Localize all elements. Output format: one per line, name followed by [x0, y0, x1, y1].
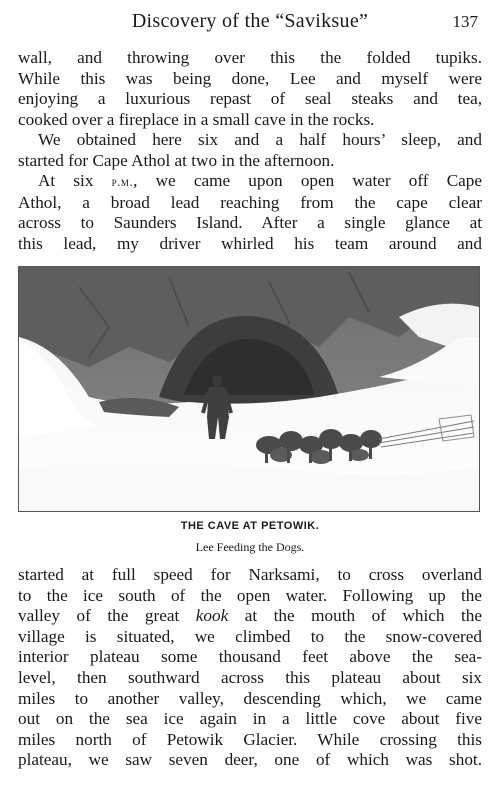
text-line: started at full speed for Narksami, to cross overland — [18, 565, 482, 584]
text-fragment: valley of the great — [18, 606, 196, 626]
text-line: this lead, my driver whirled his team around and — [18, 233, 482, 253]
text-line: Athol, a broad lead reaching from the cape clear — [18, 192, 482, 212]
page-number: 137 — [452, 12, 478, 31]
text-line — [18, 171, 482, 193]
italic-word: kook — [195, 606, 229, 626]
paragraph-narksami — [18, 565, 482, 771]
text-line: to the ice south of the open water. Following up the — [18, 585, 482, 605]
cave-photograph — [18, 266, 480, 512]
text-line: We obtained here six and a half hours’ sleep, and — [38, 130, 482, 149]
text-line: interior plateau some thousand feet above the sea- — [18, 647, 482, 667]
page-header — [18, 6, 482, 36]
text-line — [18, 606, 482, 627]
text-line: village is situated, we climbed to the snow-covered — [18, 626, 482, 646]
text-line: cooked over a fireplace in a small cave in the rocks. — [18, 109, 375, 129]
text-line: started for Cape Athol at two in the afternoon. — [18, 150, 335, 170]
running-title: Discovery of the “Saviksue” — [131, 10, 369, 32]
text-line: level, then southward across this plateau about six — [18, 667, 482, 687]
text-line: enjoying a luxurious repast of seal steaks and tea, — [18, 89, 482, 109]
paragraph-open-water — [18, 171, 482, 254]
time-abbreviation: p.m. — [111, 174, 134, 189]
text-line: miles to another valley, descending which, we came — [18, 688, 482, 708]
text-fragment: , we came upon open water off Cape — [133, 171, 483, 190]
paragraph-sleep — [18, 130, 482, 171]
text-line: out on the sea ice again in a little cove about five — [18, 709, 482, 729]
text-line: miles north of Petowik Glacier. While crossing this — [18, 729, 482, 749]
text-fragment: At six — [38, 171, 112, 190]
text-line: across to Saunders Island. After a single glance at — [18, 213, 482, 233]
text-line: plateau, we saw seven deer, one of which was shot. — [18, 750, 482, 770]
text-fragment: at the mouth of which the — [228, 606, 482, 626]
paragraph-continued — [18, 48, 482, 130]
text-line: While this was being done, Lee and myself were — [18, 68, 482, 88]
photo-illustration — [19, 267, 479, 511]
figure-caption-title: THE CAVE AT PETOWIK. — [180, 520, 320, 532]
text-line: wall, and throwing over this the folded tupiks. — [18, 48, 482, 67]
figure-caption-subtitle: Lee Feeding the Dogs. — [195, 540, 305, 554]
